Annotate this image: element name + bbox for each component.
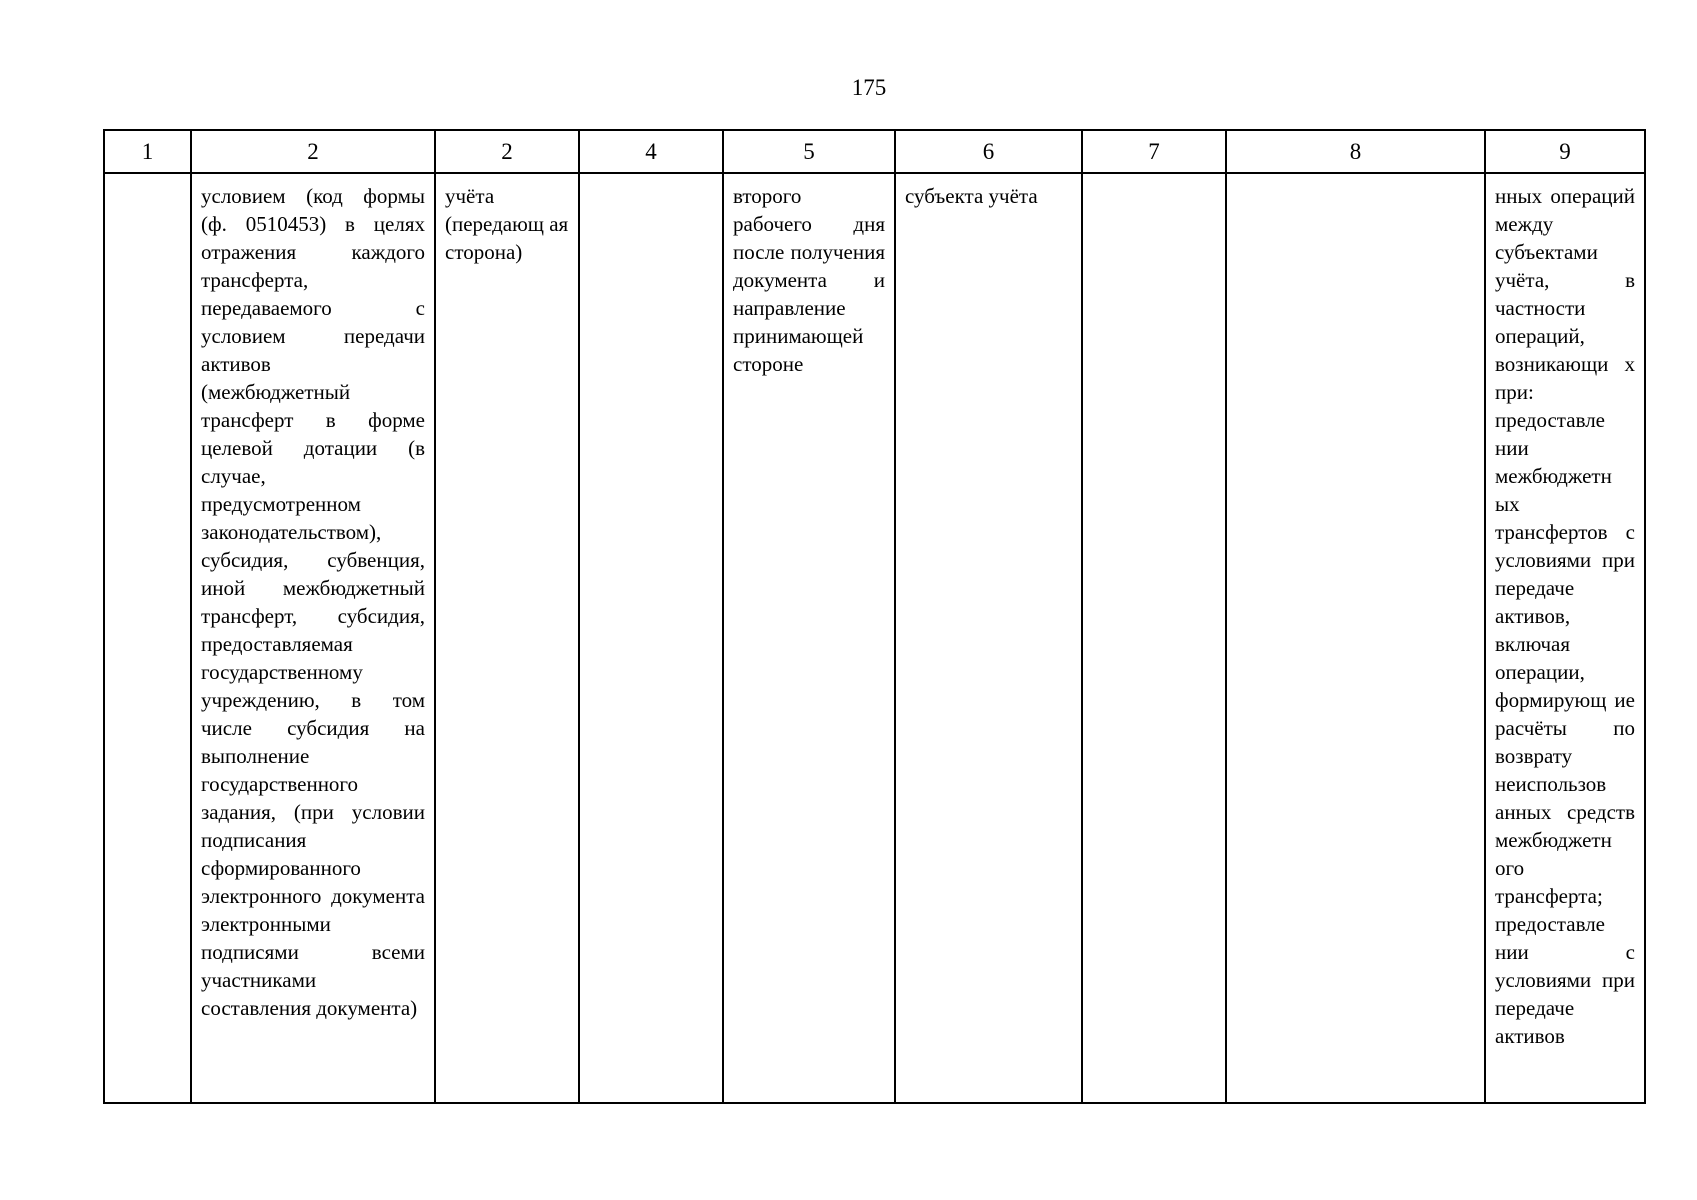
- table-cell-1: [104, 173, 191, 1103]
- cell-text-4: [580, 174, 722, 182]
- cell-text-6: субъекта учёта: [905, 184, 1038, 208]
- column-header-2: 2: [191, 130, 435, 173]
- cell-text-9: нных операций между субъектами учёта, в частности операций, возникающи х при: предоставле нии межбюджетн ых трансфертов с условиями при передаче активов, включая операции, формирующ ие расчёты по возврату неиспользов анных средств межбюджетн ого трансферта; предоставле нии с условиями при передаче активов: [1495, 184, 1635, 1048]
- column-header-3: 2: [435, 130, 579, 173]
- table-cell-4: [579, 173, 723, 1103]
- cell-text-3: учёта (передающ ая сторона): [445, 184, 569, 264]
- column-header-8: 8: [1226, 130, 1485, 173]
- table-cell-5: [723, 173, 895, 1103]
- cell-text-5: второго рабочего дня после получения документа и направление принимающей стороне: [733, 184, 885, 376]
- column-header-4: 4: [579, 130, 723, 173]
- table-cell-9: [1485, 173, 1645, 1103]
- page-number: 175: [851, 75, 887, 100]
- table-cell-2: [191, 173, 435, 1103]
- column-header-6: 6: [895, 130, 1082, 173]
- table-row: [104, 173, 1645, 1103]
- column-header-1: 1: [104, 130, 191, 173]
- cell-text-7: [1083, 174, 1225, 182]
- document-table: [103, 129, 1646, 1104]
- cell-text-1: [105, 174, 190, 182]
- table-header-row: [104, 130, 1645, 173]
- table-cell-8: [1226, 173, 1485, 1103]
- cell-text-2: условием (код формы (ф. 0510453) в целях отражения каждого трансферта, передаваемого с условием передачи активов (межбюджетный трансферт в форме целевой дотации (в случае, предусмотренном законодательством), субсидия, субвенция, иной межбюджетный трансферт, субсидия, предоставляемая государственному учреждению, в том числе субсидия на выполнение государственного задания, (при условии подписания сформированного электронного документа электронными подписями всеми участниками составления документа): [201, 184, 425, 1020]
- table-cell-3: [435, 173, 579, 1103]
- table-cell-7: [1082, 173, 1226, 1103]
- column-header-9: 9: [1485, 130, 1645, 173]
- table-cell-6: [895, 173, 1082, 1103]
- cell-text-8: [1227, 174, 1484, 182]
- column-header-7: 7: [1082, 130, 1226, 173]
- column-header-5: 5: [723, 130, 895, 173]
